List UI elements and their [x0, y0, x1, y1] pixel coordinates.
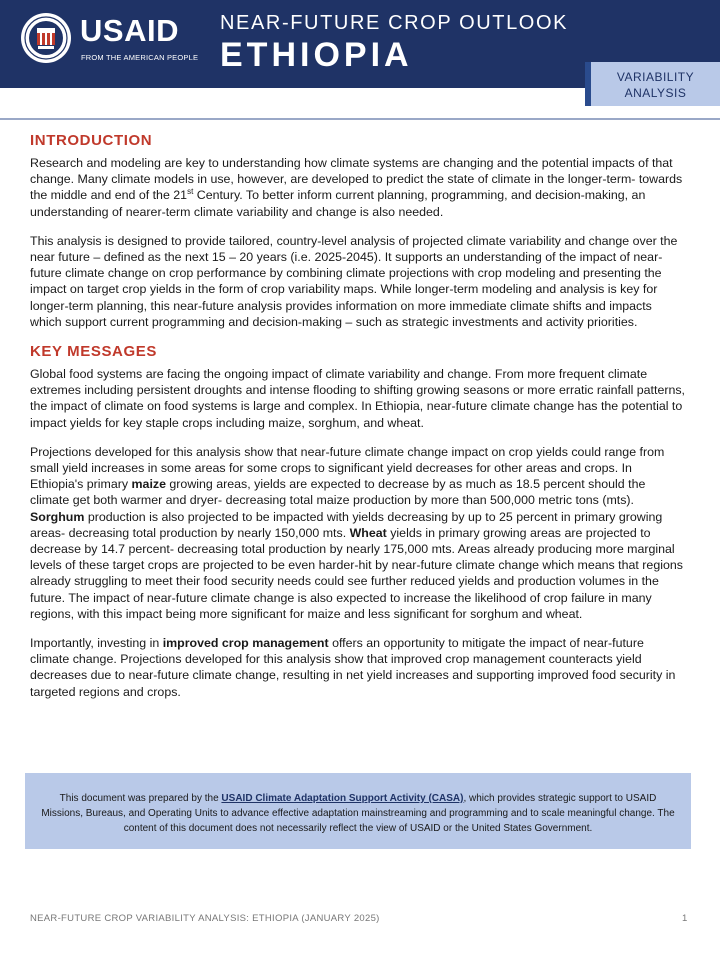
disclaimer-text: This document was prepared by the USAID Climate Adaptation Support Activity (CASA), which provides strategic support to USAID Missions, Bureaus, and Operating Units to advance effective adaptation mainstreaming and programming and to scale meaningful change. The content of this document does not necessarily reflect the view of USAID or the United States Government.: [41, 793, 675, 834]
key-messages-paragraph-1: Global food systems are facing the ongoing impact of climate variability and change. From more frequent climate extremes including persistent droughts and intense flooding to shifting growing seasons or more erratic rainfall patterns, the impact of climate on food systems is large and complex. In Ethiopia, near-future climate change has the potential to impact yields for key staple crops including maize, sorghum, and wheat.: [30, 367, 685, 430]
document-title: ETHIOPIA: [220, 36, 413, 74]
tab-line-1: VARIABILITY: [616, 70, 695, 84]
introduction-paragraph-1: Research and modeling are key to understanding how climate systems are changing and the potential impacts of that change. Many climate models in use, however, are developed to predict the state of climate in the longer-term- towards the middle and end of the 21st Century. To better inform current planning, programming, and decision-making, an understanding of nearer-term climate variability and change is also needed.: [30, 156, 683, 219]
key-messages-paragraph-3: Importantly, investing in improved crop management offers an opportunity to mitigate the impact of near-future climate change. Projections developed for this analysis show that improved crop management counteracts yield decreases due to near-future climate change, resulting in net yield increases and supporting improved food security in targeted regions and crops.: [30, 636, 676, 699]
usaid-logo: [20, 12, 199, 68]
key-messages-paragraph-2: Projections developed for this analysis show that near-future climate change impact on crop yields could range from small yield increases in some areas for some crops to significant yield decreases for other areas and crops. In Ethiopia's primary maize growing areas, yields are expected to decrease by as much as 18.5 percent should the climate get both warmer and dryer- decreasing total maize production by more than 500,000 metric tons (mts). Sorghum production is also projected to be impacted with yields decreasing by up to 25 percent in primary growing areas- decreasing total production by nearly 150,000 mts. Wheat yields in primary growing areas are projected to decrease by 14.7 percent- decreasing total production by nearly 175,000 mts. Areas already producing more marginal levels of these target crops are projected to be even harder-hit by near-future climate change which means that regions already struggling to meet their food security needs could see further reduced yields and production volumes in the future. The impact of near-future climate change is also expected to increase the likelihood of crop failure in many regions, with this impact being more significant for maize and less significant for sorghum and wheat.: [30, 444, 683, 621]
disclaimer-box: [25, 773, 691, 849]
tab-line-2: ANALYSIS: [624, 86, 687, 100]
key-messages-heading: KEY MESSAGES: [30, 343, 157, 361]
introduction-paragraph-2: This analysis is designed to provide tailored, country-level analysis of projected climate variability and change over the near future – defined as the next 15 – 20 years (i.e. 2025-2045). It supports an understanding of the impact of near-future climate change on crop performance by combining climate projections with crop modeling and presenting the impact on target crop yields in the form of crop variability maps. While longer-term modeling and analysis is key for longer-term planning, this near-future analysis provides information on more immediate climate shifts and impacts which support current programming and decision-making – such as strategic investments and activity priorities.: [30, 233, 678, 329]
analysis-type-tab: [585, 62, 720, 106]
document-supertitle: NEAR-FUTURE CROP OUTLOOK: [220, 12, 569, 34]
header-divider: [0, 118, 720, 120]
casa-link[interactable]: USAID Climate Adaptation Support Activity (CASA): [221, 793, 464, 804]
logo-wordmark: USAID: [80, 13, 179, 48]
introduction-heading: INTRODUCTION: [30, 132, 153, 149]
logo-tagline: FROM THE AMERICAN PEOPLE: [81, 53, 199, 62]
footer-text: NEAR-FUTURE CROP VARIABILITY ANALYSIS: ETHIOPIA (JANUARY 2025): [30, 913, 380, 924]
usaid-seal-icon: [20, 12, 72, 64]
main-content: [30, 132, 686, 713]
page-number: 1: [682, 913, 688, 924]
